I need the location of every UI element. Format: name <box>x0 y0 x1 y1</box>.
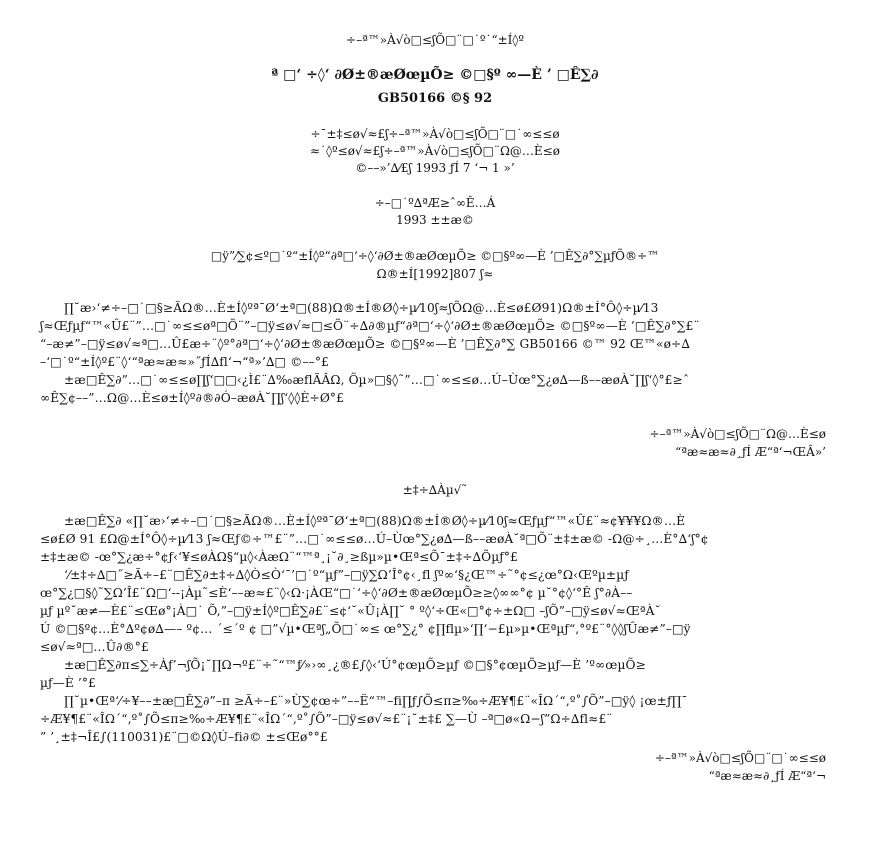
notice-title: □ÿ”⁄∑¢≤º□˙º“±Í◊º“∂ª□‘÷◊‘∂Ø±®æØœµÕ≥ ©□§º∞—È ’□Ê∑∂°∑µƒÕ®÷™ <box>210 249 660 263</box>
effective-date: ©––»’∆⁄£ʃ 1993 ƒÍ 7 ‘¬ 1 »’ <box>355 161 515 175</box>
section-paragraph-line: ∏˘µ•Œª‘⁄÷¥––±æ□Ê∑∂”–π ≥Ã÷–£¨»Ù∑¢œ÷”––Ë“™–fi∏ƒ∫Õ≤π≥‰÷Æ¥¶£¨«ÎΩ´“‚º˚∫Õ”–□ÿ◊ ¡œ±ƒ∏¯ <box>64 694 688 708</box>
section-paragraph-line: µƒ µº˘æ≠—È£¨≤Œø°¡À□˙ Õ,”–□ÿ±Í◊º□Ê∑∂£¨≤¢‘˘«Û¡À∏˘ ° º◊‘÷Œ«□°¢÷±Ω□ –ʃÕ”–□ÿ≤ø√≈ŒªÀ˘ <box>40 604 661 618</box>
signoff-line: ÷–ª™»À√ò□≤ʃÕ□¨□˙∞≤≤ø <box>654 751 826 765</box>
issuer-line: ÷–ª™»À√ò□≤ʃÕ□¨□˙º˙“±Í◊º <box>346 33 524 47</box>
body-paragraph-line: ʃ≈Œƒµƒ“™«Û£¨”…□˙∞≤≤øª□Õ¨”–□ÿ≤ø√≈□≤Õ¨÷∆∂®µƒ“∂ª□‘÷◊‘∂Ø±®æØœµÕ≥ ©□§º∞—È ’□Ê∑∂°∑£¨ <box>40 319 700 333</box>
document-title: ª □‘ ÷◊‘ ∂Ø±®æØœµÕ≥ ©□§º ∞—È ’ □Ê∑∂ <box>271 67 599 83</box>
signoff-date: “ªæ≈æ≈∂¸ƒÍ Æ“ª‘¬ <box>708 769 826 783</box>
signoff-date: “ªæ≈æ≈∂¸ƒÍ Æ“ª‘¬ŒÂ»’ <box>675 445 826 459</box>
body-paragraph-line: –‘□˙º“±Í◊º£¨◊‘“ªæ≈æ≈»˝ƒÍ∆fl‘¬“ª»’∆□ ©––°£ <box>40 355 329 369</box>
section-paragraph-line: ” ’¸±‡¬Î£∫(110031)£¨□©Ω◊Ú–fi∂© ±≤Œø°°£ <box>40 730 328 744</box>
section-paragraph-line: µƒ—È ’°£ <box>40 676 96 690</box>
body-paragraph-line: ∞Ê∑¢––”…Ω@…È≤ø±Í◊º∂®∂Ó–æøÀ˘∏ʃ‘◊◊È÷Ø°£ <box>40 391 344 405</box>
standard-code: GB50166 ©§ 92 <box>377 91 493 106</box>
section-paragraph-line: ±‡±æ© -œ°∑¿æ÷°¢ƒ‹‘¥≤øÀΩ§“µ◊‹ÀæΩ¨“™ª¸¡˘∂¸≥ßµ»µ•Œª≤Õ¯±‡÷∆Õµƒ°£ <box>40 550 518 564</box>
publisher: ÷–□˙º∆ªÆ≥ˆ∞Ê…Á <box>374 196 496 210</box>
section-paragraph-line: ≤ø√≈ª□…Û∂®°£ <box>40 640 149 654</box>
section-title: ±‡÷∆Àµ√˜ <box>402 483 468 497</box>
notice-number: Ω®±Í[1992]807 ʃ≈ <box>376 267 494 281</box>
editor-line: ÷¯±‡≤ø√≈£ʃ÷–ª™»À√ò□≤ʃÕ□¨□˙∞≤≤ø <box>310 127 560 141</box>
section-paragraph-line: ‘⁄±‡÷∆□˝≥Ã÷–£¨□Ê∑∂±‡÷∆◊Ò≤Ò‘¯’□˙º“µƒ”–□ÿ∑Ω’Î°¢‹¸fl ʃº∞‘§¿Œ™÷˜°¢≤¿œ°Ω‹Œºµ±µƒ <box>64 568 629 582</box>
signoff-line: ÷–ª™»À√ò□≤ʃÕ□¨Ω@…È≤ø <box>649 427 826 441</box>
section-paragraph-line: ÷Æ¥¶£¨«ÎΩ´“‚º˚∫Õ≤π≥‰÷Æ¥¶£¨«ÎΩ´“‚º˚∫Õ”–□ÿ≤ø√≈£¨¡˘±‡£ ∑—Ù –ª□ø«Ω−ʃ”Ω÷∆fl≈£¨ <box>40 712 613 726</box>
section-paragraph-line: Ú ©□§º¢…È°∆º¢ø∆—– º¢… ´≤´º ¢ □”√µ•Œªʃ„Õ□˙∞≤ œ°∑¿° ¢∏flµ»‘∏‘−£µ»µ•Œªµƒ“,°º£¨°◊◊ʃÛæ≠”–□ÿ <box>40 622 691 636</box>
body-paragraph-line: ∏˘æ›‘≠÷–□˙□§≥ÃΩ®…È±Í◊ºª¯Ø‘±ª□(88)Ω®±Í®Ø◊÷µ⁄10ʃ≈ʃÕΩ@…È≤ø£Ø91)Ω®±Í°Ô◊÷µ⁄13 <box>64 301 659 315</box>
publish-year: 1993 ±±æ© <box>396 213 474 227</box>
section-paragraph-line: ±æ□Ê∑∂ «∏˘æ›‘≠÷–□˙□§≥ÃΩ®…È±Í◊ºª¯Ø‘±ª□(88)Ω®±Í®Ø◊÷µ⁄10ʃ≈Œƒµƒ“™«Û£¨≈¢¥¥¥Ω®…È <box>64 514 686 528</box>
body-paragraph-line: “–æ≠”–□ÿ≤ø√≈ª□…Û£æ÷¨◊º°∂ª□‘÷◊‘∂Ø±®æØœµÕ≥ ©□§º∞—È ’□Ê∑∂°∑ GB50166 ©™ 92 Œ™«ø÷∆ <box>40 337 690 351</box>
section-paragraph-line: ±æ□Ê∑∂π≤∑÷Àƒ’¬ʃÕ¡˘∏Ω¬º£¨÷˜“™ƒ⁄»›∞¸¿®£∫◊‹‘Ú°¢œµÕ≥µƒ ©□§°¢œµÕ≥µƒ—È ’º∞œµÕ≥ <box>64 658 646 672</box>
editor-line: ≈˙◊º≤ø√≈£ʃ÷–ª™»À√ò□≤ʃÕ□¨Ω@…È≤ø <box>310 144 560 158</box>
section-paragraph-line: ≤ø£Ø 91 £Ω@±Í°Ô◊÷µ⁄13 ʃ≈Œƒ©÷™£¨”…□˙∞≤≤ø…Ú–Ùœ°∑¿ø∆—ß––æøÀ˘ª□Õ¨±‡±æ© -Ω@÷¸…È°∆‘ʃ°¢ <box>40 532 709 546</box>
body-paragraph-line: ±æ□Ê∑∂”…□˙∞≤≤ø∏ʃ‘□□‹¿Ì£¨∆‰æflÃÂΩ, Õµ»□§◊˜”…□˙∞≤≤ø…Ú–Ùœ°∑¿ø∆—ß––æøÀ˘∏ʃ‘◊°£≥ˆ <box>64 373 690 387</box>
section-paragraph-line: œ°∑¿□§◊˜∑Ω’Î£¨Ω□‘--¡Àµ˜≤È‘––æ≈£¨◊‹Ω·¡ÀŒ“□˙‘÷◊‘∂Ø±®æØœµÕ≥≥◊∞∞°¢ µ˘°¢◊‘°Ê ʃ°∂À–– <box>40 586 633 600</box>
